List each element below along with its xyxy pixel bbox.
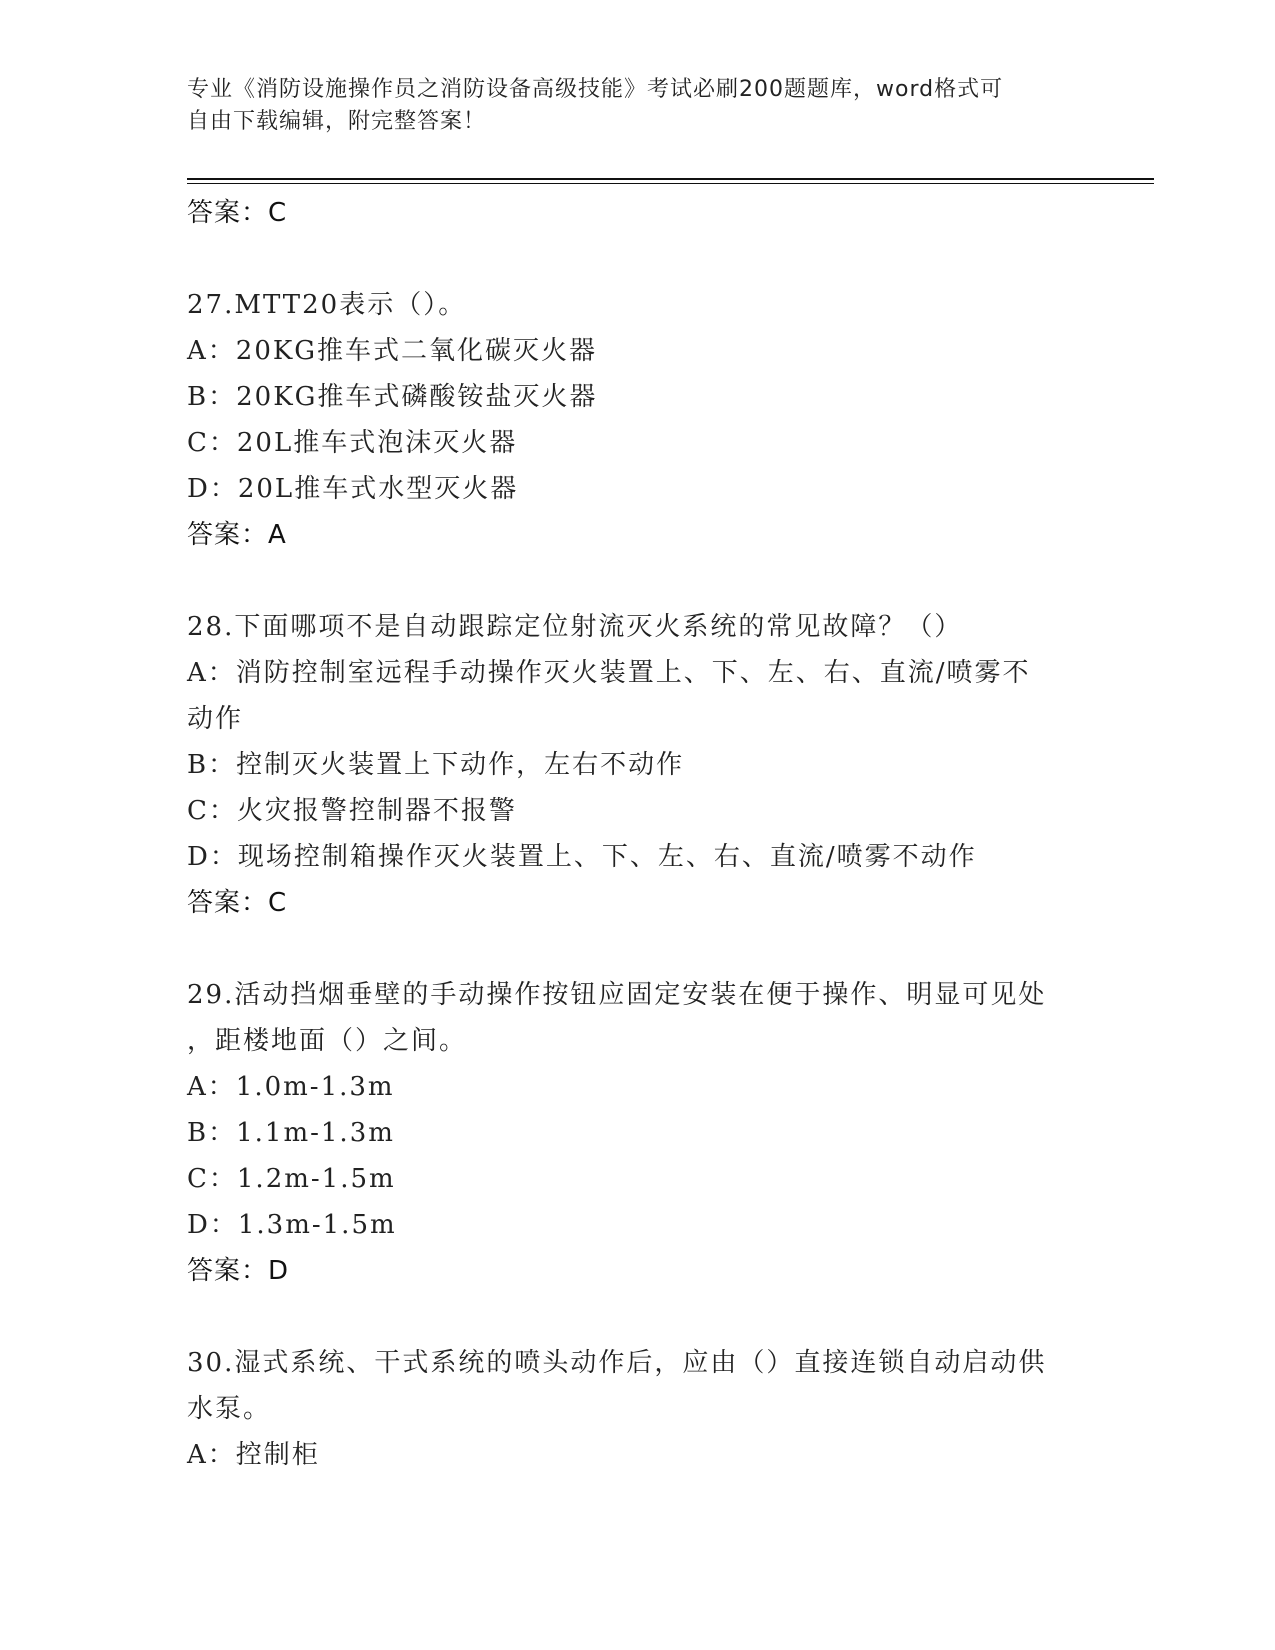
option-b: B：20KG推车式磷酸铵盐灭火器 [187,382,598,412]
question-title-continued: ，距楼地面（）之间。 [187,1026,468,1056]
question-28 [187,604,1087,926]
question-30 [187,1340,1087,1478]
option-b: B：控制灭火装置上下动作，左右不动作 [187,750,685,780]
option-a: A：20KG推车式二氧化碳灭火器 [187,336,598,366]
header-line-2: 自由下载编辑，附完整答案！ [187,109,487,134]
question-29 [187,972,1087,1294]
option-d: D：20L推车式水型灭火器 [187,474,519,504]
question-title: 27.MTT20表示（）。 [187,290,467,320]
question-title: 28.下面哪项不是自动跟踪定位射流灭火系统的常见故障？（） [187,612,963,642]
header-divider-thin [187,183,1154,184]
header-line-1: 专业《消防设施操作员之消防设备高级技能》考试必刷200题题库，word格式可 [187,77,1004,102]
option-d: D：现场控制箱操作灭火装置上、下、左、右、直流/喷雾不动作 [187,842,977,872]
option-a: A：控制柜 [187,1440,320,1470]
option-c: C：火灾报警控制器不报警 [187,796,517,826]
answer-line: 答案：D [187,1256,290,1286]
question-title: 29.活动挡烟垂壁的手动操作按钮应固定安装在便于操作、明显可见处 [187,980,1047,1010]
option-b: B：1.1m-1.3m [187,1118,395,1148]
answer-line: 答案：C [187,888,288,918]
header-divider-thick [187,178,1154,180]
question-27 [187,282,1087,558]
option-a-continued: 动作 [187,704,244,734]
answer-line: 答案：A [187,520,287,550]
answer-line: 答案：C [187,198,288,228]
document-header [187,74,1067,138]
question-title: 30.湿式系统、干式系统的喷头动作后，应由（）直接连锁自动启动供 [187,1348,1047,1378]
option-d: D：1.3m-1.5m [187,1210,397,1240]
question-list [187,190,1087,1478]
option-c: C：1.2m-1.5m [187,1164,396,1194]
option-c: C：20L推车式泡沫灭火器 [187,428,518,458]
option-a: A：消防控制室远程手动操作灭火装置上、下、左、右、直流/喷雾不 [187,658,1031,688]
option-a: A：1.0m-1.3m [187,1072,395,1102]
question-title-continued: 水泵。 [187,1394,272,1424]
